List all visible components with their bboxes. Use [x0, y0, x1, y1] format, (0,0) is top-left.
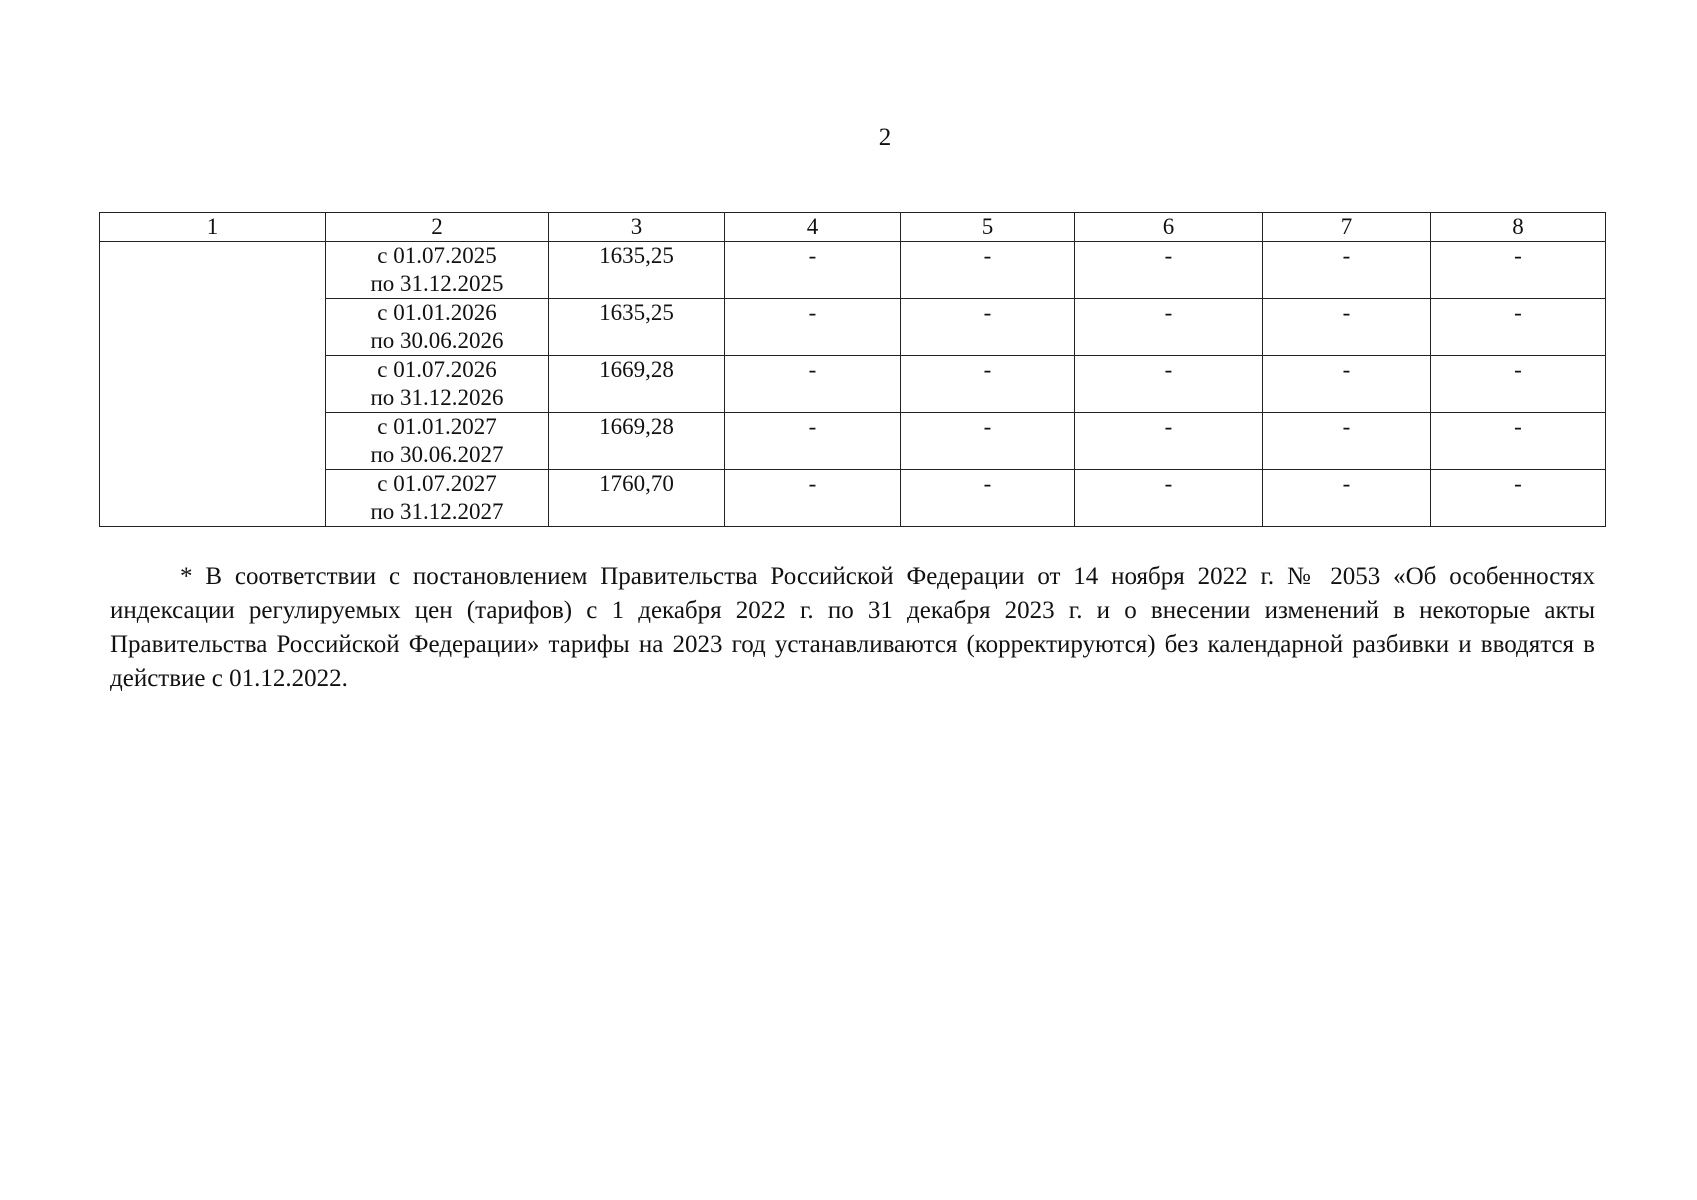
cell-col-7: -	[1263, 470, 1431, 527]
cell-col-5: -	[901, 470, 1075, 527]
cell-col-6: -	[1075, 299, 1263, 356]
cell-col-4: -	[725, 299, 901, 356]
tariff-value: 1635,25	[549, 299, 725, 356]
page-number: 2	[878, 124, 892, 151]
cell-col-4: -	[725, 413, 901, 470]
column-header-3: 3	[549, 213, 725, 242]
column-header-5: 5	[901, 213, 1075, 242]
table-row	[100, 299, 1606, 356]
column-header-7: 7	[1263, 213, 1431, 242]
footnote: * В соответствии с постановлением Правительства Российской Федерации от 14 ноября 2022 г. № 2053 «Об особенностях индексации регулируемых цен (тарифов) с 1 декабря 2022 г. по 31 декабря 2023 г. и о внесении изменений в некоторые акты Правительства Российской Федерации» тарифы на 2023 год устанавливаются (корректируются) без календарной разбивки и вводятся в действие с 01.12.2022.	[110, 563, 1595, 692]
tariff-value: 1669,28	[549, 413, 725, 470]
period-from: с 01.01.2027	[377, 414, 497, 439]
table-row	[100, 413, 1606, 470]
cell-col-8: -	[1431, 356, 1606, 413]
period-from: с 01.07.2027	[377, 471, 497, 496]
table-row	[100, 242, 1606, 299]
cell-col-8: -	[1431, 299, 1606, 356]
cell-col-6: -	[1075, 242, 1263, 299]
table-row	[100, 356, 1606, 413]
cell-col-6: -	[1075, 356, 1263, 413]
tariff-value: 1760,70	[549, 470, 725, 527]
cell-col-7: -	[1263, 242, 1431, 299]
period-cell	[326, 356, 549, 413]
period-to: по 31.12.2025	[370, 271, 504, 296]
cell-col-5: -	[901, 299, 1075, 356]
column-header-1: 1	[100, 213, 326, 242]
period-cell	[326, 299, 549, 356]
column-header-2: 2	[326, 213, 549, 242]
cell-col-6: -	[1075, 413, 1263, 470]
period-cell	[326, 470, 549, 527]
period-cell	[326, 242, 549, 299]
period-to: по 30.06.2027	[370, 442, 504, 467]
cell-col-8: -	[1431, 242, 1606, 299]
cell-col-5: -	[901, 242, 1075, 299]
period-from: с 01.07.2025	[377, 243, 497, 268]
period-to: по 30.06.2026	[370, 328, 504, 353]
tariff-value: 1635,25	[549, 242, 725, 299]
period-from: с 01.07.2026	[377, 357, 497, 382]
cell-col-8: -	[1431, 413, 1606, 470]
cell-col-5: -	[901, 356, 1075, 413]
cell-col-6: -	[1075, 470, 1263, 527]
table-row	[100, 470, 1606, 527]
period-to: по 31.12.2027	[370, 499, 504, 524]
cell-col-8: -	[1431, 470, 1606, 527]
tariff-table	[99, 212, 1606, 527]
group-cell	[100, 242, 326, 527]
table-header-row	[100, 213, 1606, 242]
cell-col-4: -	[725, 470, 901, 527]
cell-col-5: -	[901, 413, 1075, 470]
cell-col-4: -	[725, 242, 901, 299]
cell-col-7: -	[1263, 356, 1431, 413]
column-header-6: 6	[1075, 213, 1263, 242]
column-header-8: 8	[1431, 213, 1606, 242]
period-cell	[326, 413, 549, 470]
period-to: по 31.12.2026	[370, 385, 504, 410]
cell-col-7: -	[1263, 299, 1431, 356]
tariff-value: 1669,28	[549, 356, 725, 413]
period-from: с 01.01.2026	[377, 300, 497, 325]
cell-col-7: -	[1263, 413, 1431, 470]
column-header-4: 4	[725, 213, 901, 242]
cell-col-4: -	[725, 356, 901, 413]
